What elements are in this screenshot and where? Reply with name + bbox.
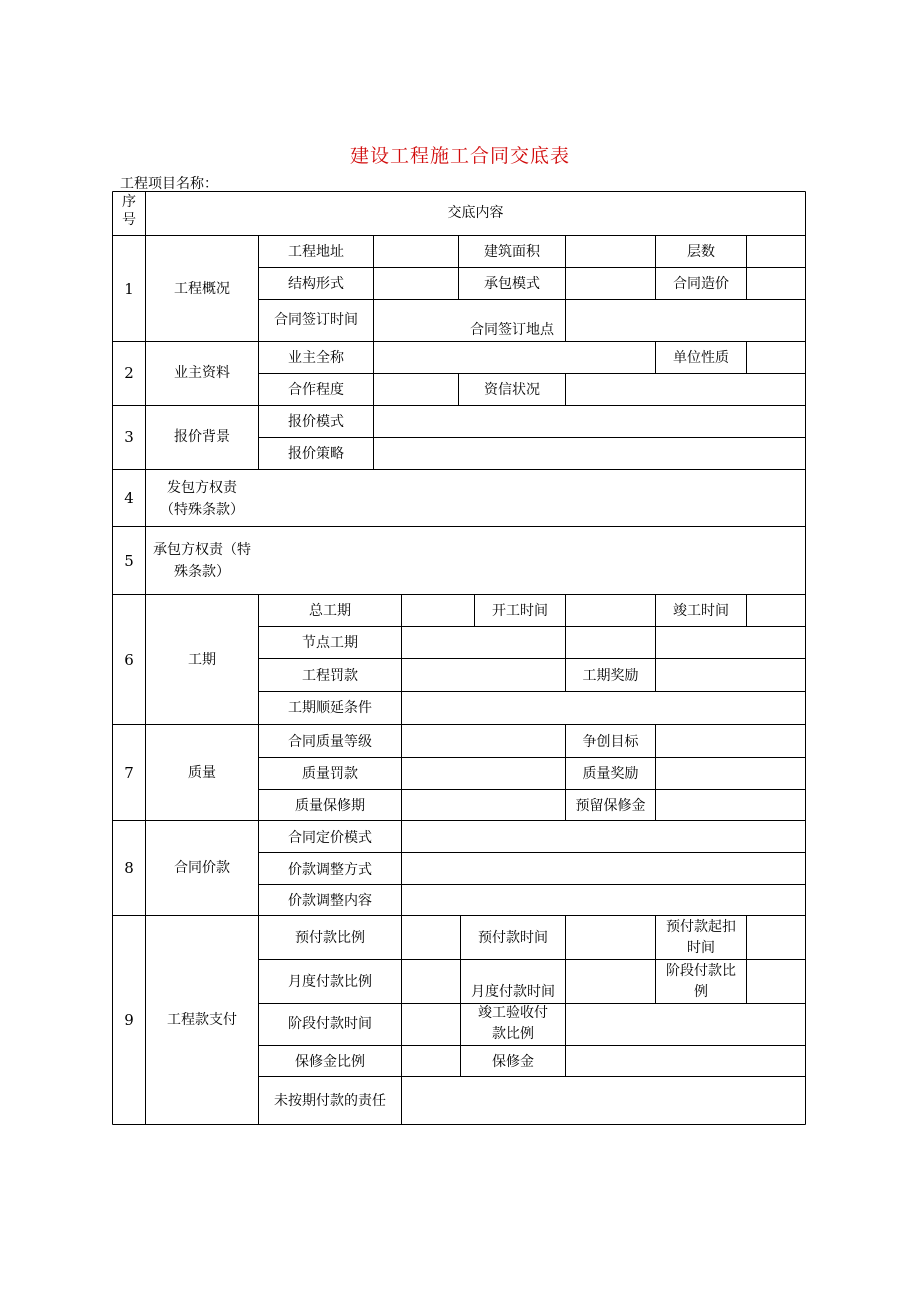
section-9-name: 工程款支付 <box>167 1012 237 1028</box>
section-5-name-line2: 殊条款） <box>174 564 230 580</box>
seq-header <box>113 193 145 229</box>
cell-label: 未按期付款的责任 <box>274 1093 386 1109</box>
cell-label: 价款调整方式 <box>288 862 372 878</box>
wrapped-line: 竣工验收付 <box>478 1005 548 1021</box>
cell-label: 保修金比例 <box>295 1054 365 1070</box>
content-header: 交底内容 <box>447 205 504 221</box>
cell-label: 工程罚款 <box>302 668 358 684</box>
cell-label: 争创目标 <box>582 734 639 750</box>
cell-label: 报价策略 <box>288 446 344 462</box>
seq-header-line2: 号 <box>122 212 136 228</box>
section-2-number: 2 <box>124 364 134 382</box>
cell-label-wrapped <box>656 962 746 1001</box>
section-8-name: 合同价款 <box>174 860 230 876</box>
section-5-number: 5 <box>124 552 134 570</box>
cell-label-wrapped <box>461 1004 565 1043</box>
section-4-name-line2: （特殊条款） <box>160 502 244 518</box>
document-title: 建设工程施工合同交底表 <box>349 145 570 167</box>
section-4-number: 4 <box>124 489 134 507</box>
cell-label: 承包模式 <box>484 276 540 292</box>
section-3-number: 3 <box>124 428 134 446</box>
cell-label: 阶段付款时间 <box>288 1016 372 1032</box>
cell-label: 质量奖励 <box>582 766 639 782</box>
cell-label: 工程地址 <box>288 244 344 260</box>
cell-label: 合同签订地点 <box>470 322 554 338</box>
section-7-name: 质量 <box>188 765 216 781</box>
cell-label: 月度付款比例 <box>288 974 372 990</box>
handover-table <box>112 191 806 1125</box>
cell-label: 总工期 <box>309 603 351 619</box>
section-1-number: 1 <box>124 280 134 298</box>
cell-label: 预付款比例 <box>295 930 365 946</box>
section-4-name <box>146 479 258 519</box>
cell-label: 资信状况 <box>484 382 540 398</box>
section-3-name: 报价背景 <box>174 429 230 445</box>
section-2-name: 业主资料 <box>174 365 230 381</box>
cell-label: 预付款时间 <box>478 930 548 946</box>
project-name-label: 工程项目名称： <box>120 176 218 192</box>
cell-label: 建筑面积 <box>484 244 540 260</box>
wrapped-line: 阶段付款比 <box>666 963 736 979</box>
wrapped-line: 例 <box>694 984 708 1000</box>
cell-label: 报价模式 <box>288 414 344 430</box>
cell-label: 保修金 <box>492 1054 534 1070</box>
cell-label: 合同质量等级 <box>288 734 372 750</box>
seq-header-line1: 序 <box>122 194 136 210</box>
cell-label: 单位性质 <box>673 350 729 366</box>
cell-label: 质量保修期 <box>295 798 365 814</box>
wrapped-line: 款比例 <box>492 1026 534 1042</box>
section-6-number: 6 <box>124 651 134 669</box>
cell-label: 月度付款时间 <box>471 984 555 1000</box>
section-6-name: 工期 <box>188 652 216 668</box>
cell-label: 合作程度 <box>288 382 344 398</box>
cell-label: 层数 <box>687 244 715 260</box>
section-5-name <box>146 541 258 581</box>
cell-label: 节点工期 <box>302 635 358 651</box>
cell-label: 预留保修金 <box>575 798 646 814</box>
cell-label: 竣工时间 <box>673 603 729 619</box>
cell-label-wrapped <box>656 918 746 957</box>
cell-label: 工期奖励 <box>582 668 639 684</box>
section-1-name: 工程概况 <box>174 281 230 297</box>
section-8-number: 8 <box>124 859 134 877</box>
section-9-number: 9 <box>124 1011 134 1029</box>
cell-label: 业主全称 <box>288 350 344 366</box>
cell-label: 合同签订时间 <box>274 312 358 328</box>
cell-label: 开工时间 <box>492 603 548 619</box>
section-7-number: 7 <box>124 764 134 782</box>
wrapped-line: 预付款起扣 <box>666 919 736 935</box>
cell-label: 价款调整内容 <box>288 893 372 909</box>
cell-label: 结构形式 <box>288 276 344 292</box>
cell-label: 合同造价 <box>673 276 729 292</box>
cell-label: 质量罚款 <box>302 766 358 782</box>
section-5-name-line1: 承包方权责（特 <box>153 542 251 558</box>
cell-label: 工期顺延条件 <box>288 700 372 716</box>
wrapped-line: 时间 <box>687 940 715 956</box>
section-4-name-line1: 发包方权责 <box>167 480 237 496</box>
cell-label: 合同定价模式 <box>288 830 372 846</box>
